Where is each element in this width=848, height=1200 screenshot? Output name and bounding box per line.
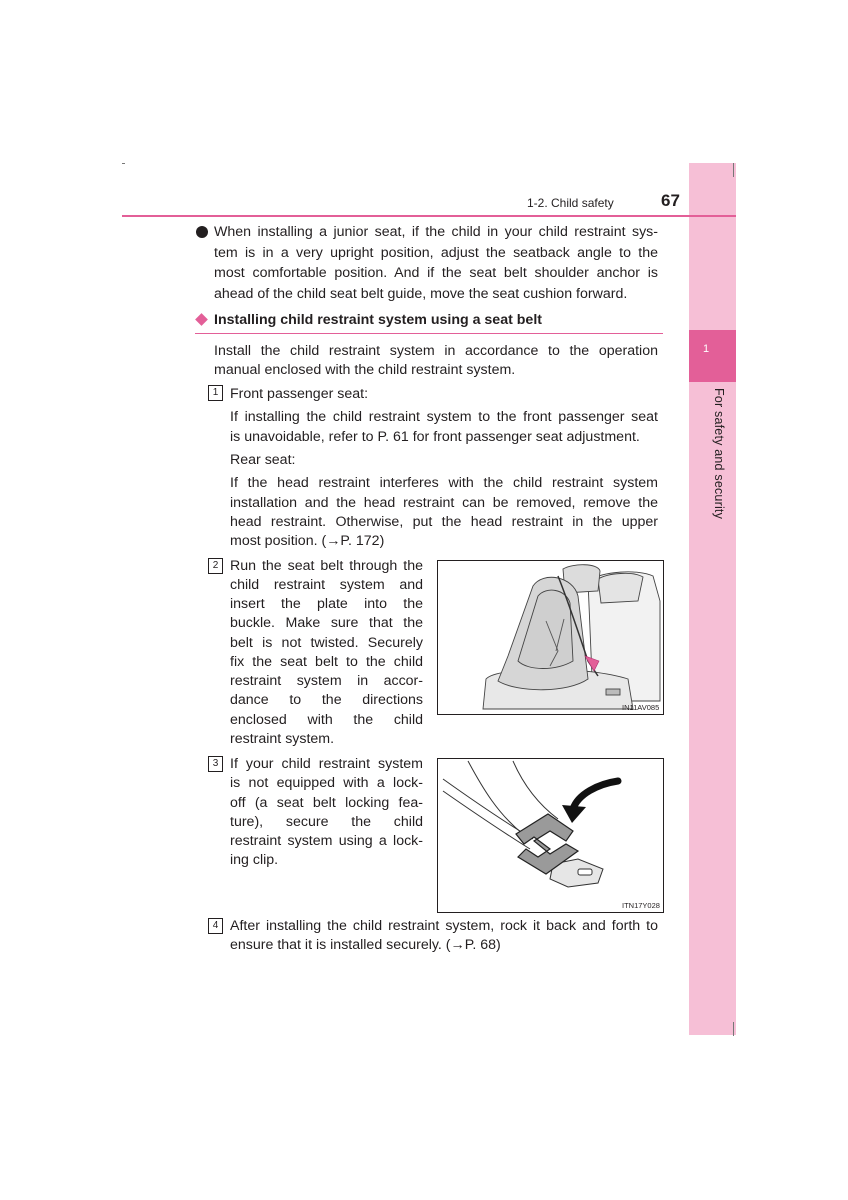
bullet-line: When installing a junior seat, if the child in your child restraint sys- xyxy=(214,224,658,240)
step-line: most position. (→P. 172) xyxy=(230,533,385,549)
side-tab xyxy=(689,163,736,1035)
bullet-line: ahead of the child seat belt guide, move the seat cushion forward. xyxy=(214,286,628,302)
page-number: 67 xyxy=(661,191,680,210)
step-title: Front passenger seat: xyxy=(230,386,369,402)
step-number-box: 3 xyxy=(208,756,223,772)
child-seat-drawing xyxy=(438,561,663,714)
step-line: restraint system using a lock- xyxy=(230,833,423,849)
step-line: installation and the head restraint can be removed, remove the xyxy=(230,495,658,511)
diamond-icon xyxy=(195,313,208,326)
intro-line: Install the child restraint system in accordance to the operation xyxy=(214,343,658,359)
step-line: buckle. Make sure that the xyxy=(230,615,423,631)
step-line: is not equipped with a lock- xyxy=(230,775,423,791)
step-line: After installing the child restraint system, rock it back and forth to xyxy=(230,918,658,934)
step-number-box: 4 xyxy=(208,918,223,934)
bullet-line: tem is in a very upright position, adjust the seatback angle to the xyxy=(214,245,658,261)
step-number-box: 1 xyxy=(208,385,223,401)
figure-code: IN11AV085 xyxy=(622,703,660,712)
bullet-line: most comfortable position. And if the seat belt shoulder anchor is xyxy=(214,265,658,281)
step-line: Run the seat belt through the xyxy=(230,558,423,574)
step-line: is unavoidable, refer to P. 61 for front passenger seat adjustment. xyxy=(230,429,640,445)
side-tab-number-block xyxy=(689,330,736,382)
step-line: restraint system in accor- xyxy=(230,673,423,689)
step-line: off (a seat belt locking fea- xyxy=(230,795,423,811)
section-title: 1-2. Child safety xyxy=(527,196,614,210)
crop-mark xyxy=(733,1022,734,1036)
step-line: If the head restraint interferes with the child restraint system xyxy=(230,475,658,491)
step-line: fix the seat belt to the child xyxy=(230,654,423,670)
step-line: restraint system. xyxy=(230,731,335,747)
locking-clip-illustration xyxy=(437,758,664,913)
chapter-label: For safety and security xyxy=(712,388,726,520)
step-number-box: 2 xyxy=(208,558,223,574)
step-line: ture), secure the child xyxy=(230,814,423,830)
step-line: dance to the directions xyxy=(230,692,423,708)
child-seat-illustration xyxy=(437,560,664,715)
figure-code: ITN17Y028 xyxy=(622,901,660,910)
section-heading: Installing child restraint system using a seat belt xyxy=(214,312,542,328)
step-line: If installing the child restraint system to the front passenger seat xyxy=(230,409,658,425)
step-line: child restraint system and xyxy=(230,577,423,593)
heading-rule xyxy=(195,333,663,334)
crop-mark xyxy=(122,163,125,164)
bullet-icon xyxy=(196,226,208,238)
intro-line: manual enclosed with the child restraint system. xyxy=(214,362,516,378)
step-line: belt is not twisted. Securely xyxy=(230,635,423,651)
step-line: insert the plate into the xyxy=(230,596,423,612)
locking-clip-drawing xyxy=(438,759,663,912)
crop-mark xyxy=(733,163,734,177)
step-line: enclosed with the child xyxy=(230,712,423,728)
step-line: ensure that it is installed securely. (→P. 68) xyxy=(230,937,501,953)
chapter-number: 1 xyxy=(703,343,710,355)
header-rule xyxy=(122,215,736,217)
step-line: ing clip. xyxy=(230,852,279,868)
step-line: If your child restraint system xyxy=(230,756,423,772)
step-subtitle: Rear seat: xyxy=(230,452,296,468)
step-line: head restraint. Otherwise, put the head restraint in the upper xyxy=(230,514,658,530)
